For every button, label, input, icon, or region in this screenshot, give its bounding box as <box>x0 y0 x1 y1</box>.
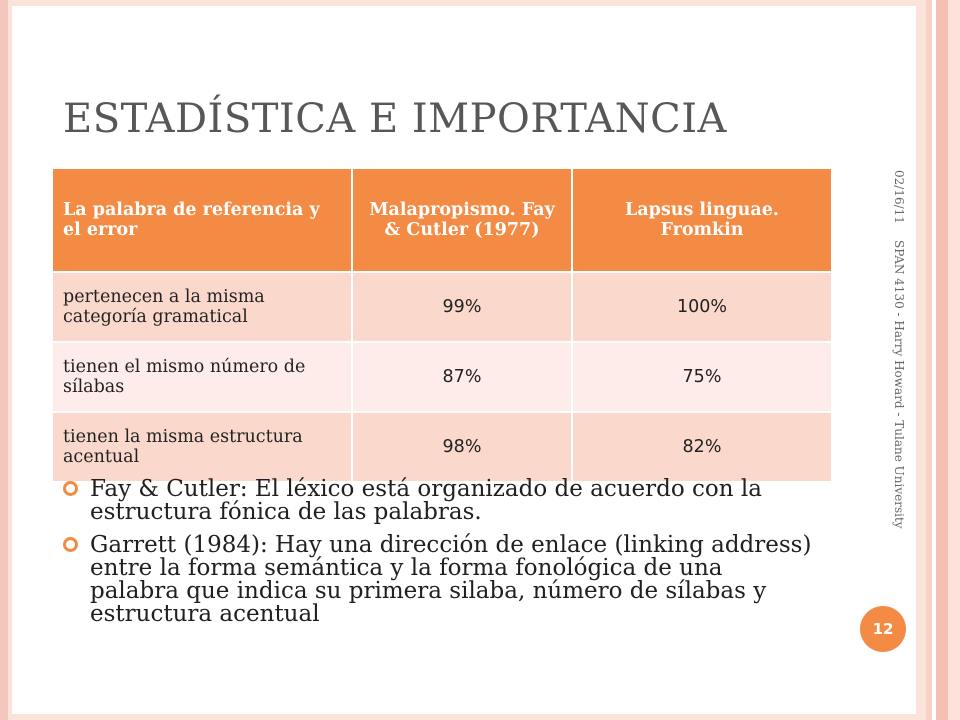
bullet-circle-icon <box>63 481 78 496</box>
lapsus-value: 82% <box>572 412 832 482</box>
slide-date: 02/16/11 <box>892 170 906 224</box>
list-item <box>58 478 818 524</box>
column-header-lapsus: Lapsus linguae. Fromkin <box>572 168 832 272</box>
table-row <box>52 412 832 482</box>
slide-border-left-inner <box>8 0 12 720</box>
bullet-circle-icon <box>63 537 78 552</box>
malapropism-value: 99% <box>352 272 572 342</box>
page-number-badge: 12 <box>860 606 906 652</box>
column-header-malapropism: Malapropismo. Fay & Cutler (1977) <box>352 168 572 272</box>
lapsus-value: 100% <box>572 272 832 342</box>
row-label: pertenecen a la misma categoría gramatical <box>52 272 352 342</box>
malapropism-value: 98% <box>352 412 572 482</box>
slide-footer: SPAN 4130 - Harry Howard - Tulane University <box>892 240 906 529</box>
right-decor-band-4 <box>936 0 948 720</box>
lapsus-value: 75% <box>572 342 832 412</box>
statistics-table <box>51 167 833 483</box>
row-label: tienen el mismo número de sílabas <box>52 342 352 412</box>
slide-title: ESTADÍSTICA E IMPORTANCIA <box>63 96 727 142</box>
slide-border-bottom <box>0 714 960 720</box>
table-header-row <box>52 168 832 272</box>
malapropism-value: 87% <box>352 342 572 412</box>
column-header-reference: La palabra de referencia y el error <box>52 168 352 272</box>
bullet-text: Garrett (1984): Hay una dirección de enlace (linking address) entre la forma semántica y la forma fonológica de una palabra que indica su primera silaba, número de sílabas y estructura acentual <box>90 532 812 627</box>
table-row <box>52 272 832 342</box>
slide-border-top <box>0 0 960 6</box>
right-decor-band-1 <box>916 0 926 720</box>
right-decor-band-5 <box>948 0 960 720</box>
table-row <box>52 342 832 412</box>
row-label: tienen la misma estructura acentual <box>52 412 352 482</box>
bullet-list <box>58 478 818 636</box>
slide-border-left <box>0 0 8 720</box>
list-item <box>58 534 818 626</box>
bullet-text: Fay & Cutler: El léxico está organizado de acuerdo con la estructura fónica de las palabras. <box>90 476 762 525</box>
